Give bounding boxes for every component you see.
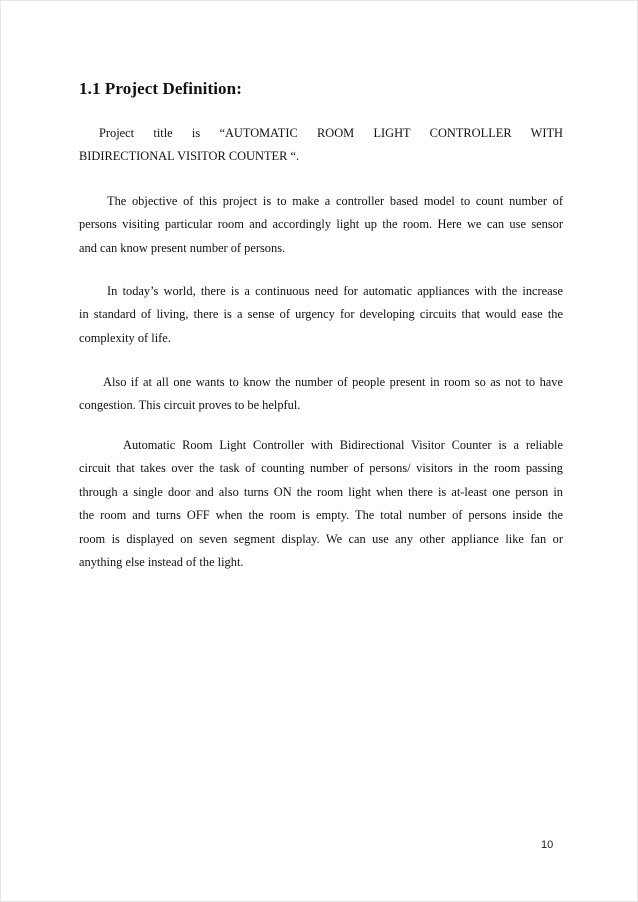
page-number: 10 [541, 839, 554, 851]
context-paragraph [79, 280, 563, 350]
paragraph-line: in standard of living, there is a sense of urgency for developing circuits that would ease the [79, 307, 563, 322]
paragraph-line: through a single door and also turns ON the room light when there is at-least one person in [79, 484, 563, 499]
paragraph-line: Also if at all one wants to know the number of people present in room so as not to have [103, 375, 563, 389]
paragraph-line: complexity of life. [79, 330, 171, 345]
description-paragraph [79, 434, 563, 574]
congestion-paragraph [79, 371, 563, 418]
paragraph-line: persons visiting particular room and accordingly light up the room. Here we can use sensor [79, 217, 563, 232]
paragraph-line: circuit that takes over the task of counting number of persons/ visitors in the room passing [79, 461, 563, 476]
paragraph-line: Automatic Room Light Controller with Bidirectional Visitor Counter is a reliable [123, 438, 563, 452]
paragraph-line: congestion. This circuit proves to be helpful. [79, 398, 301, 413]
paragraph-line: Project title is “AUTOMATIC ROOM LIGHT CONTROLLER WITH [99, 126, 563, 140]
paragraph-line: room is displayed on seven segment display. We can use any other appliance like fan or [79, 531, 563, 546]
paragraph-line: anything else instead of the light. [79, 554, 244, 569]
paragraph-line: and can know present number of persons. [79, 240, 286, 255]
paragraph-line: BIDIRECTIONAL VISITOR COUNTER “. [79, 149, 300, 164]
paragraph-line: the room and turns OFF when the room is empty. The total number of persons inside the [79, 508, 563, 523]
paragraph-line: In today’s world, there is a continuous need for automatic appliances with the increase [107, 284, 563, 298]
objective-paragraph [79, 190, 563, 260]
project-title-paragraph [79, 122, 563, 169]
section-heading: 1.1 Project Definition: [79, 79, 242, 98]
paragraph-line: The objective of this project is to make a controller based model to count number of [107, 194, 563, 208]
